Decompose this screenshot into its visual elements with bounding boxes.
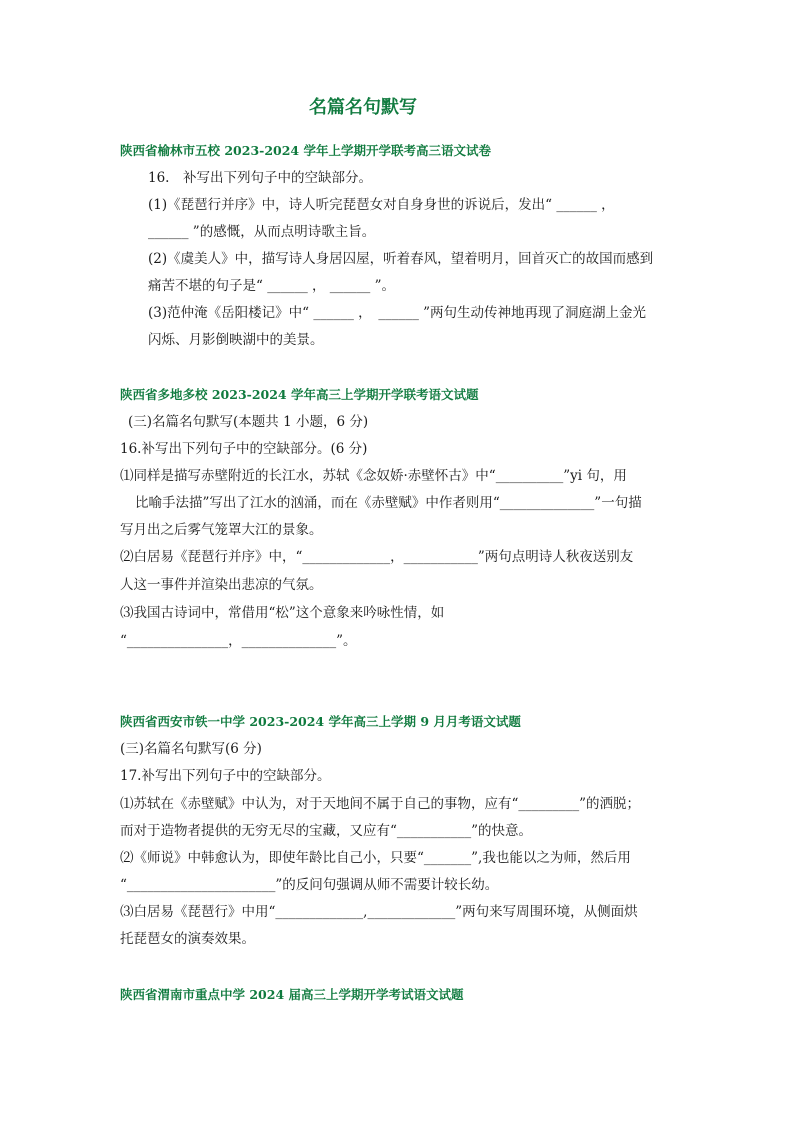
question-item-continued: 托琵琶女的演奏效果。 xyxy=(120,931,255,947)
question-stem: 16.补写出下列句子中的空缺部分。(6 分) xyxy=(120,441,368,457)
question-item: ⑵白居易《琵琶行并序》中，“_____________，___________”两句点明诗人秋夜送别友 xyxy=(120,549,634,565)
section-heading-weinan: 陕西省渭南市重点中学 2024 届高三上学期开学考试语文试题 xyxy=(120,987,464,1002)
section-heading-multi-school: 陕西省多地多校 2023-2024 学年高三上学期开学联考语文试题 xyxy=(120,387,479,402)
question-item: ⑴同样是描写赤壁附近的长江水，苏轼《念奴娇·赤壁怀古》中“__________”yi 句，用 xyxy=(120,468,627,484)
question-item-continued: “_______________，______________”。 xyxy=(120,633,357,649)
question-item: (3)范仲淹《岳阳楼记》中“ ______ ， ______ ”两句生动传神地再现了洞庭湖上金光 xyxy=(148,305,647,321)
section-label: (三)名篇名句默写(本题共 1 小题，6 分) xyxy=(128,414,369,430)
question-item-continued: “______________________”的反问句强调从师不需要计较长幼。 xyxy=(120,877,499,893)
question-stem: 16. 补写出下列句子中的空缺部分。 xyxy=(148,170,372,186)
question-item-continued: 写月出之后雾气笼罩大江的景象。 xyxy=(120,522,323,538)
question-item: ⑶我国古诗词中，常借用“松”这个意象来吟咏性情，如 xyxy=(120,605,445,621)
question-item-continued: 而对于造物者提供的无穷无尽的宝藏，又应有“___________”的快意。 xyxy=(120,823,533,839)
question-stem: 17.补写出下列句子中的空缺部分。 xyxy=(120,768,331,784)
page-title: 名篇名句默写 xyxy=(309,97,417,118)
question-item: (2)《虞美人》中，描写诗人身居囚屋，听着春风，望着明月，回首灭亡的故国而感到 xyxy=(148,251,654,267)
question-item-continued: 痛苦不堪的句子是“ ______ ， ______ ”。 xyxy=(148,278,395,294)
question-item-continued: ______ ”的感慨，从而点明诗歌主旨。 xyxy=(148,224,376,240)
question-item: (1)《琵琶行并序》中，诗人听完琵琶女对自身身世的诉说后，发出“ ______ ， xyxy=(148,197,615,213)
question-item: ⑶白居易《琵琶行》中用“_____________,_____________”两句来写周围环境，从侧面烘 xyxy=(120,904,638,920)
question-item-continued: 人这一事件并渲染出悲凉的气氛。 xyxy=(120,577,323,593)
section-label: (三)名篇名句默写(6 分) xyxy=(120,741,262,757)
section-heading-yulin: 陕西省榆林市五校 2023-2024 学年上学期开学联考高三语文试卷 xyxy=(120,143,491,158)
question-item-continued: 比喻手法描”写出了江水的汹涌，而在《赤壁赋》中作者则用“______________”一句描 xyxy=(135,495,642,511)
section-heading-xian: 陕西省西安市铁一中学 2023-2024 学年高三上学期 9 月月考语文试题 xyxy=(120,714,521,729)
question-item-continued: 闪烁、月影倒映湖中的美景。 xyxy=(148,332,324,348)
question-item: ⑵《师说》中韩愈认为，即使年龄比自己小，只要“_______”,我也能以之为师，然后用 xyxy=(120,850,631,866)
question-item: ⑴苏轼在《赤壁赋》中认为，对于天地间不属于自己的事物，应有“_________”的洒脱； xyxy=(120,796,641,812)
